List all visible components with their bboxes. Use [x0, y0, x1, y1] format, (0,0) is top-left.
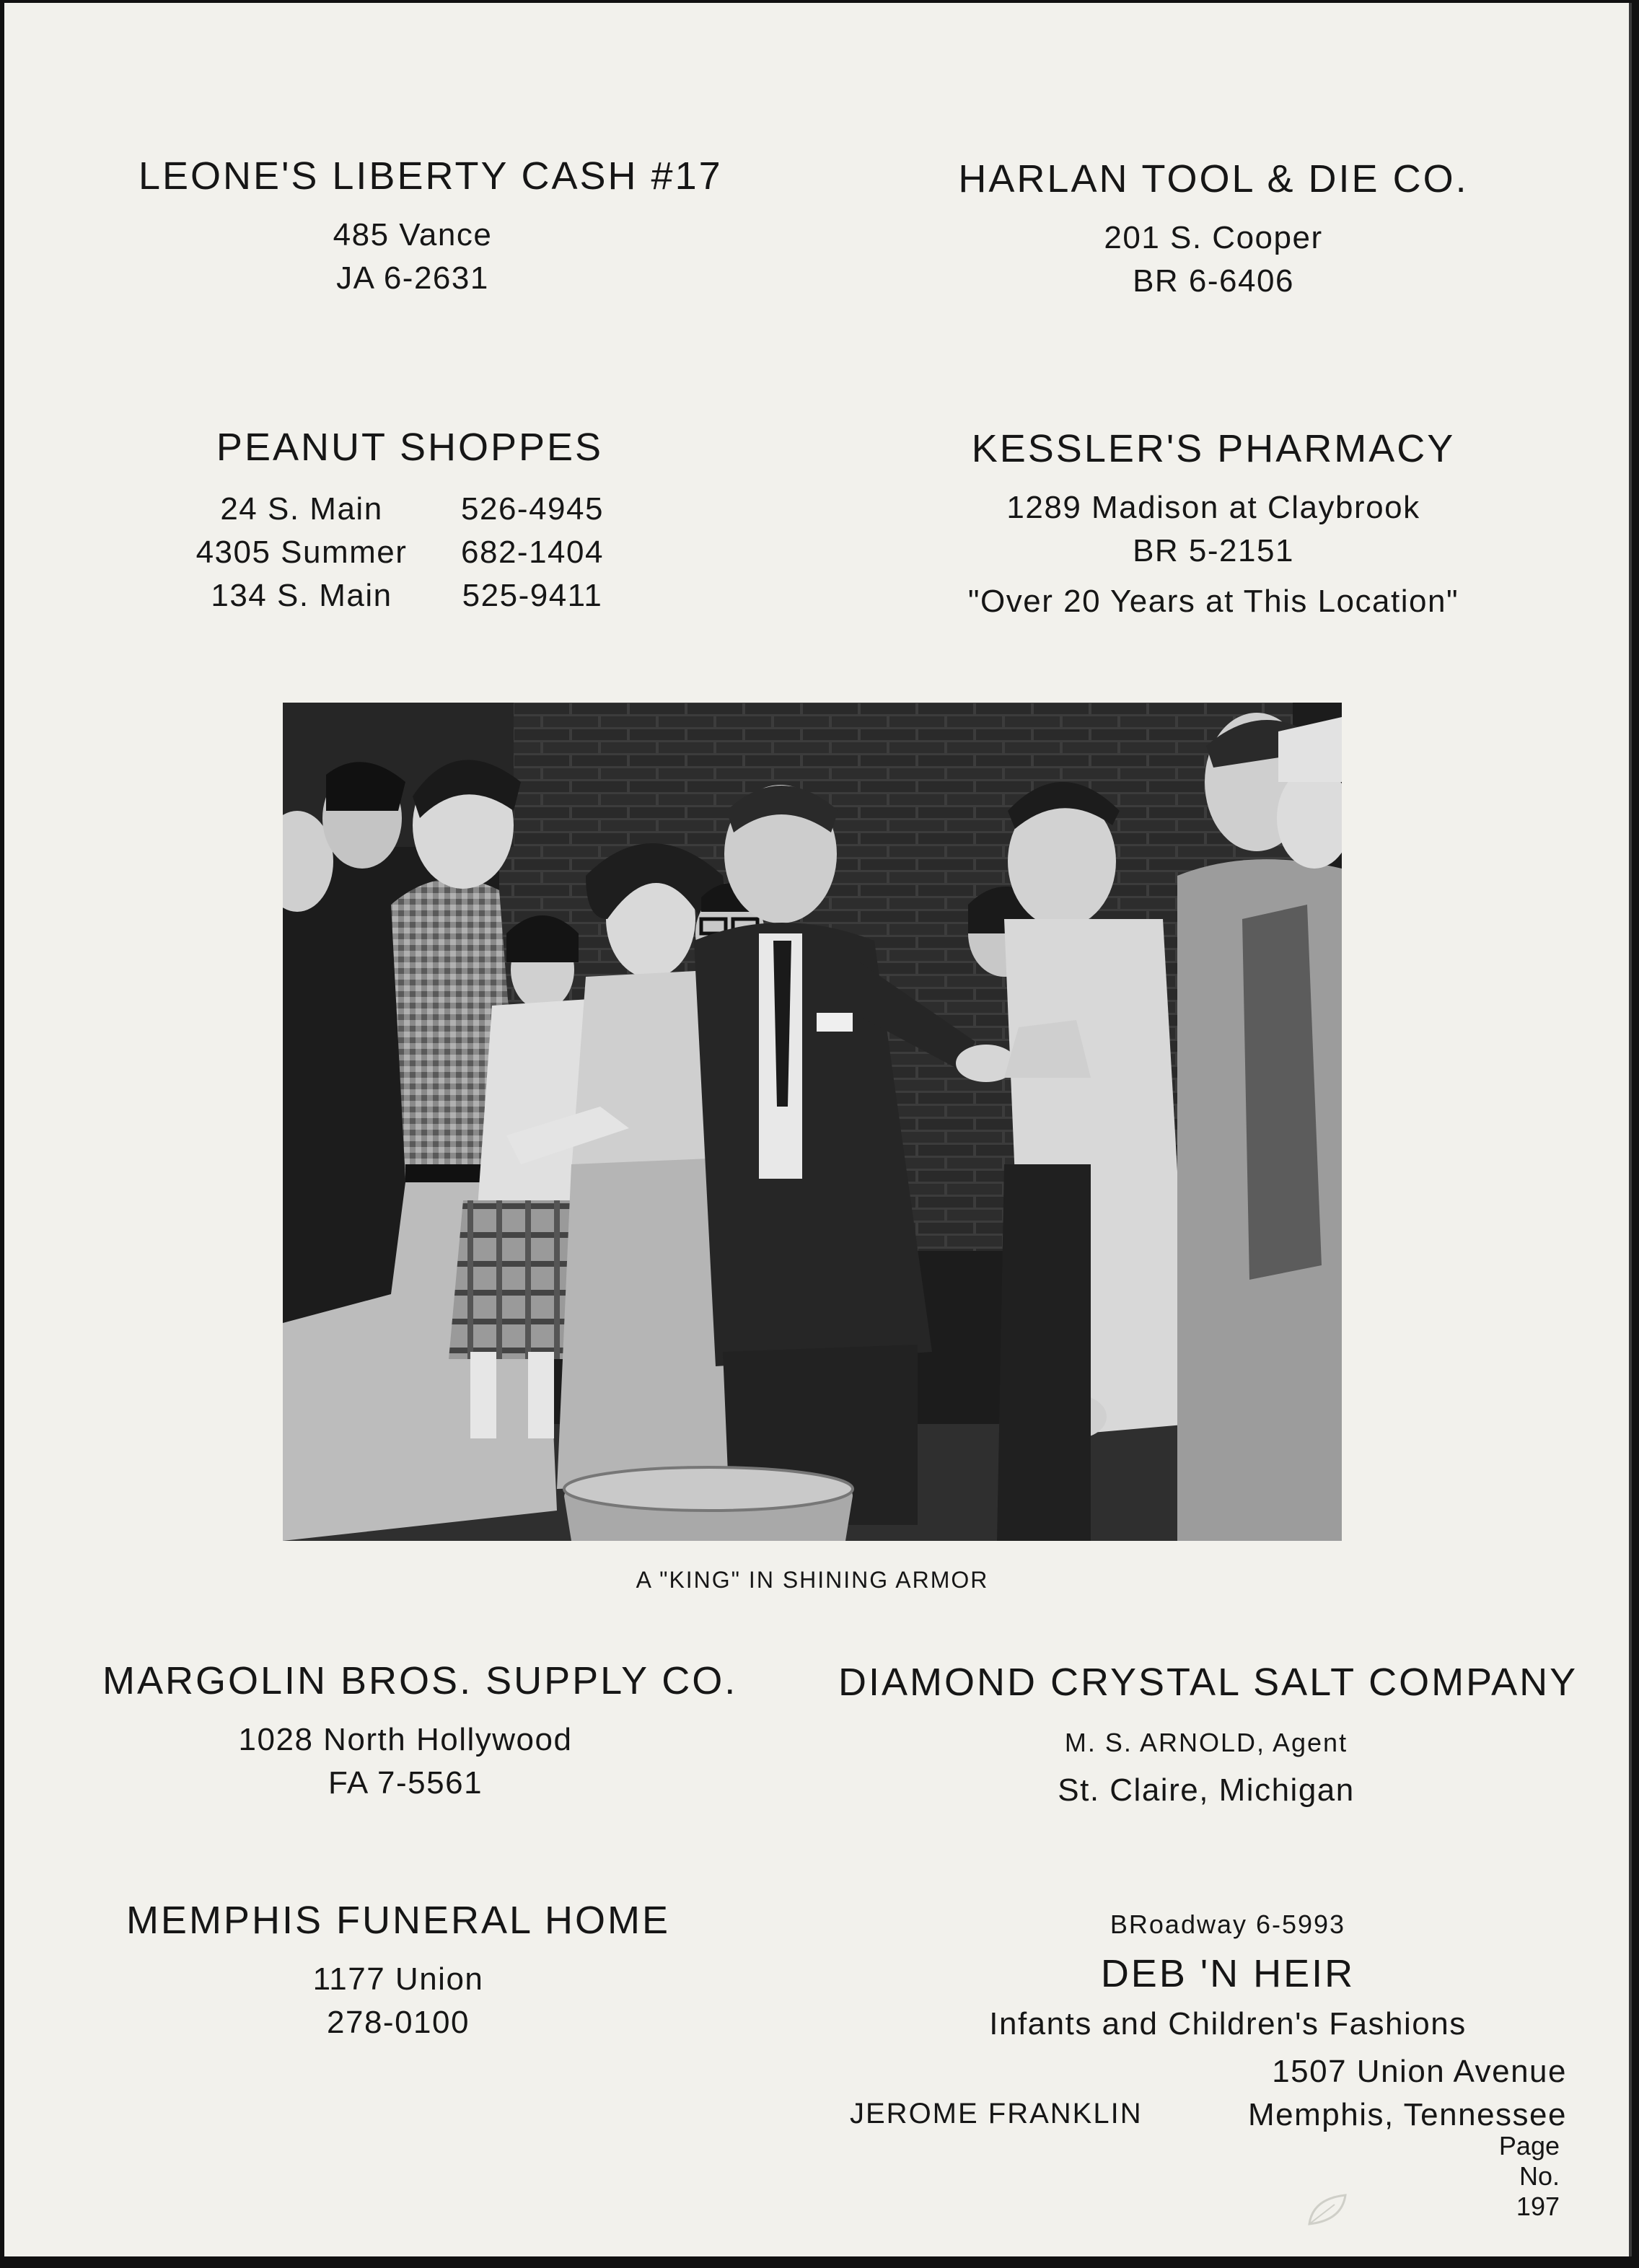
- ad-title: DIAMOND CRYSTAL SALT COMPANY: [838, 1661, 1578, 1704]
- ad-kessler: [925, 426, 1502, 623]
- ad-phone: BR 5-2151: [1133, 533, 1294, 568]
- page-label: Page: [1498, 2131, 1560, 2161]
- ad-address: 1177 Union: [312, 1961, 484, 1997]
- location-address: 24 S. Main: [220, 491, 383, 527]
- ad-city: Memphis, Tennessee: [1248, 2097, 1567, 2132]
- peanut-locations: [193, 488, 626, 617]
- ad-deb-address: [1221, 2050, 1567, 2137]
- ad-title: DEB 'N HEIR: [1100, 1952, 1355, 1995]
- ad-title: MEMPHIS FUNERAL HOME: [126, 1899, 671, 1942]
- ad-diamond: [838, 1659, 1578, 1812]
- ad-phone: 278-0100: [327, 2005, 470, 2040]
- yearbook-page: [4, 3, 1632, 2256]
- ad-agent: M. S. ARNOLD, Agent: [1064, 1728, 1348, 1757]
- ad-deb-phone: [968, 1903, 1488, 1946]
- location-row: [193, 531, 626, 574]
- page-number: [1499, 2131, 1560, 2222]
- location-address: 4305 Summer: [195, 535, 408, 570]
- leaf-icon: [1306, 2192, 1349, 2228]
- ad-phone: JA 6-2631: [336, 260, 489, 296]
- ad-harlan: [939, 156, 1488, 303]
- ad-deb: [896, 1951, 1560, 2046]
- location-row: [193, 488, 626, 531]
- ad-tagline: Infants and Children's Fashions: [989, 2006, 1467, 2041]
- ad-title: KESSLER'S PHARMACY: [971, 427, 1456, 470]
- ad-title: MARGOLIN BROS. SUPPLY CO.: [102, 1659, 738, 1702]
- ad-memphis-funeral: [117, 1897, 680, 2044]
- page-number-value: 197: [1516, 2192, 1560, 2221]
- ad-phone: BRoadway 6-5993: [1109, 1909, 1346, 1939]
- ad-phone: FA 7-5561: [328, 1765, 483, 1801]
- photo-caption: A "KING" IN SHINING ARMOR: [636, 1567, 989, 1593]
- page-no-label: No.: [1519, 2161, 1560, 2191]
- ad-address: 1289 Madison at Claybrook: [1006, 490, 1420, 525]
- ad-owner: JEROME FRANKLIN: [850, 2098, 1143, 2129]
- ad-peanut-title: [193, 424, 626, 470]
- ad-address: 1507 Union Avenue: [1272, 2054, 1567, 2089]
- location-address: 134 S. Main: [211, 578, 392, 613]
- ad-title: PEANUT SHOPPES: [216, 426, 604, 469]
- ad-address: 485 Vance: [333, 217, 493, 252]
- photograph: [283, 703, 1342, 1541]
- ad-phone: BR 6-6406: [1133, 263, 1294, 299]
- ad-address: 1028 North Hollywood: [238, 1722, 573, 1757]
- ad-title: HARLAN TOOL & DIE CO.: [958, 157, 1469, 201]
- ad-leone: [139, 153, 723, 300]
- location-phone: 526-4945: [461, 491, 604, 527]
- location-phone: 682-1404: [461, 535, 604, 570]
- ad-margolin: [102, 1658, 738, 1805]
- location-row: [193, 574, 626, 617]
- ad-address: 201 S. Cooper: [1104, 220, 1323, 255]
- photo-illustration: [283, 703, 1342, 1541]
- ad-location: St. Claire, Michigan: [1058, 1772, 1355, 1808]
- location-phone: 525-9411: [462, 578, 603, 613]
- ad-slogan: "Over 20 Years at This Location": [967, 584, 1459, 619]
- ad-title: LEONE'S LIBERTY CASH #17: [139, 154, 723, 198]
